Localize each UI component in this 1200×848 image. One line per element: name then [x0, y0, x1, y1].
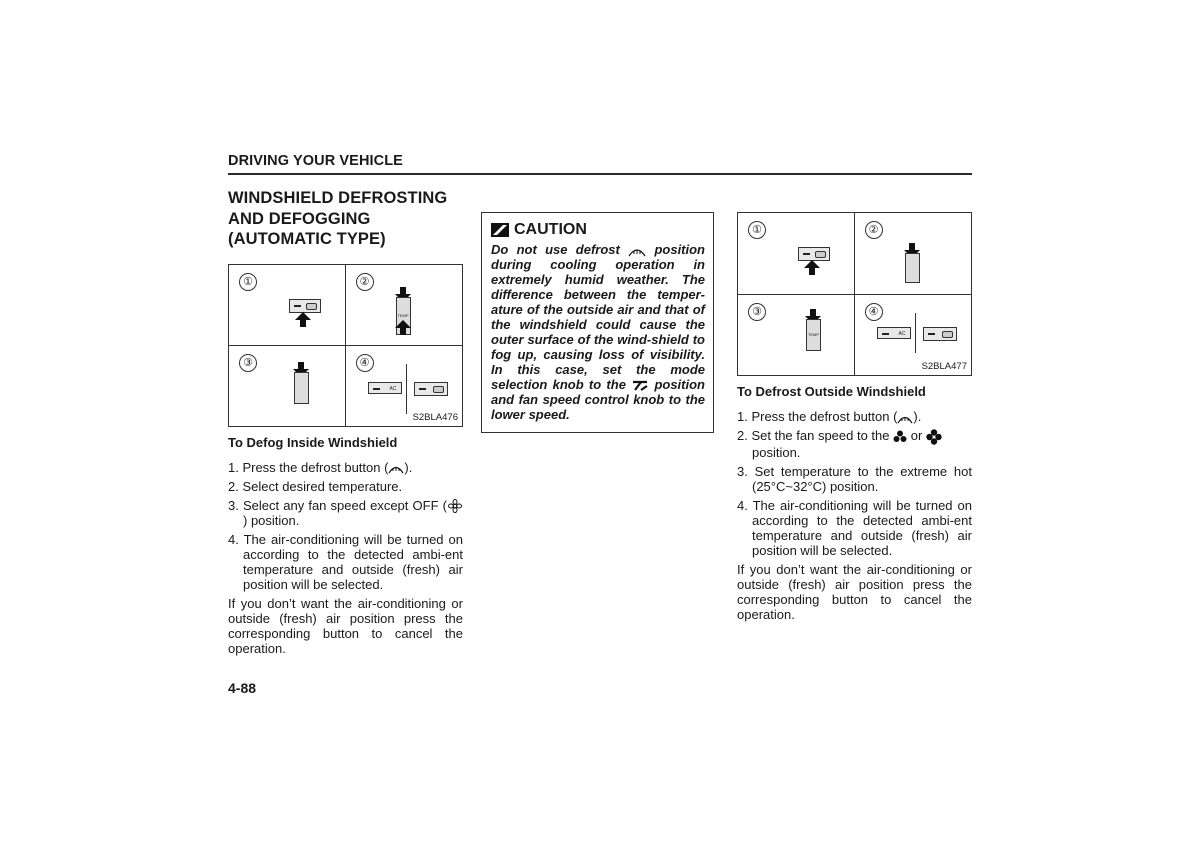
- recirculation-button-illustration: [923, 327, 957, 341]
- figure-code: S2BLA477: [921, 361, 967, 372]
- defog-step-1: 1. Press the defrost button ( ).: [228, 459, 413, 475]
- defrost-step-4: 4. The air-conditioning will be turned on according to the detected ambi-ent temperature and outside (fresh) air position will be selected.: [737, 497, 972, 558]
- up-arrow-icon: [395, 320, 411, 328]
- caution-box: [481, 212, 714, 433]
- figure-defrost-cell-4: [855, 295, 972, 375]
- title-line-3: (AUTOMATIC TYPE): [228, 230, 386, 248]
- figure-defrost-cell-2: [855, 213, 972, 295]
- down-arrow-icon: [810, 309, 816, 316]
- down-arrow-icon: [400, 287, 406, 294]
- defog-instructions: [228, 460, 463, 657]
- figure-defog-cell-3: [229, 346, 346, 426]
- recirculation-button-illustration: [414, 382, 448, 396]
- defrost-button-illustration: [289, 299, 321, 313]
- ac-label: AC: [898, 331, 906, 337]
- step-number: ③: [239, 354, 257, 372]
- panel-divider: [406, 364, 407, 414]
- caution-text: Do not use defrost position during cooling operation in extremely humid weather. The difference between the temper-ature of the outside air and that of the windshield could cause the outer surface of the wind-shield to fog up, causing loss of visibility. In this case, set the mode selection knob to the position and fan speed control knob to the lower speed.: [491, 242, 705, 423]
- temp-knob-illustration: TEMP: [806, 319, 821, 351]
- step-number: ②: [356, 273, 374, 291]
- title-line-2: AND DEFOGGING: [228, 209, 371, 228]
- defrost-step-1: 1. Press the defrost button ( ).: [737, 409, 922, 424]
- figure-defog: [228, 264, 463, 427]
- fan-knob-illustration: [294, 372, 309, 404]
- step-number: ①: [748, 221, 766, 239]
- fan-knob-illustration: [905, 253, 920, 283]
- panel-divider: [915, 313, 916, 353]
- press-arrow-icon: [804, 260, 820, 268]
- defrost-instructions: [737, 409, 972, 622]
- figure-code: S2BLA476: [412, 411, 458, 423]
- defrost-step-3: 3. Set temperature to the extreme hot (25°C~32°C) position.: [737, 463, 972, 494]
- step-number: ④: [356, 354, 374, 372]
- caution-title: CAUTION: [514, 221, 587, 238]
- step-number: ③: [748, 303, 766, 321]
- ac-button-illustration: [877, 327, 911, 339]
- ac-button-illustration: [368, 382, 402, 394]
- temp-knob-illustration: TEMP: [396, 297, 411, 335]
- defog-heading: To Defog Inside Windshield: [228, 434, 398, 450]
- defrost-step-2: 2. Set the fan speed to the or position.: [737, 428, 972, 460]
- defog-step-2: 2. Select desired temperature.: [228, 478, 403, 494]
- ac-label: AC: [389, 385, 397, 392]
- column-left: [228, 188, 463, 656]
- section-title: [228, 188, 463, 250]
- defrost-button-illustration: [798, 247, 830, 261]
- defog-step-3: 3. Select any fan speed except OFF () position.: [228, 498, 463, 529]
- figure-defrost: [737, 212, 972, 376]
- defrost-note: If you don’t want the air-conditioning or outside (fresh) air position press the corresponding button to cancel the operation.: [737, 561, 972, 622]
- figure-defog-cell-1: [229, 265, 346, 346]
- fan-medium-icon: [893, 430, 907, 444]
- title-line-1: WINDSHIELD DEFROSTING: [228, 189, 448, 207]
- defrost-icon: [388, 462, 404, 474]
- down-arrow-icon: [909, 243, 915, 250]
- header-rule: [228, 173, 972, 175]
- column-right: [737, 212, 972, 622]
- defrost-icon: [628, 244, 646, 257]
- fan-high-icon: [926, 429, 942, 445]
- floor-defrost-mode-icon: [631, 380, 649, 392]
- figure-defog-cell-2: [346, 265, 463, 346]
- press-arrow-icon: [295, 312, 311, 320]
- caution-icon: [491, 223, 509, 237]
- down-arrow-icon: [298, 362, 304, 369]
- defog-step-4: 4. The air-conditioning will be turned on according to the detected ambi-ent temperature and outside (fresh) air position will be selected.: [228, 532, 463, 593]
- step-number: ④: [865, 303, 883, 321]
- running-header: DRIVING YOUR VEHICLE: [228, 153, 403, 169]
- fan-off-icon: [447, 499, 463, 513]
- page-number: 4-88: [228, 680, 257, 696]
- defrost-icon: [897, 412, 913, 424]
- figure-defog-cell-4: [346, 346, 463, 426]
- figure-defrost-cell-1: [738, 213, 855, 295]
- defrost-heading: To Defrost Outside Windshield: [737, 384, 926, 399]
- caution-heading: [491, 221, 705, 239]
- figure-defrost-cell-3: [738, 295, 855, 375]
- step-number: ①: [239, 273, 257, 291]
- defog-note: If you don’t want the air-conditioning or outside (fresh) air position press the corresponding button to cancel the operation.: [228, 596, 463, 657]
- step-number: ②: [865, 221, 883, 239]
